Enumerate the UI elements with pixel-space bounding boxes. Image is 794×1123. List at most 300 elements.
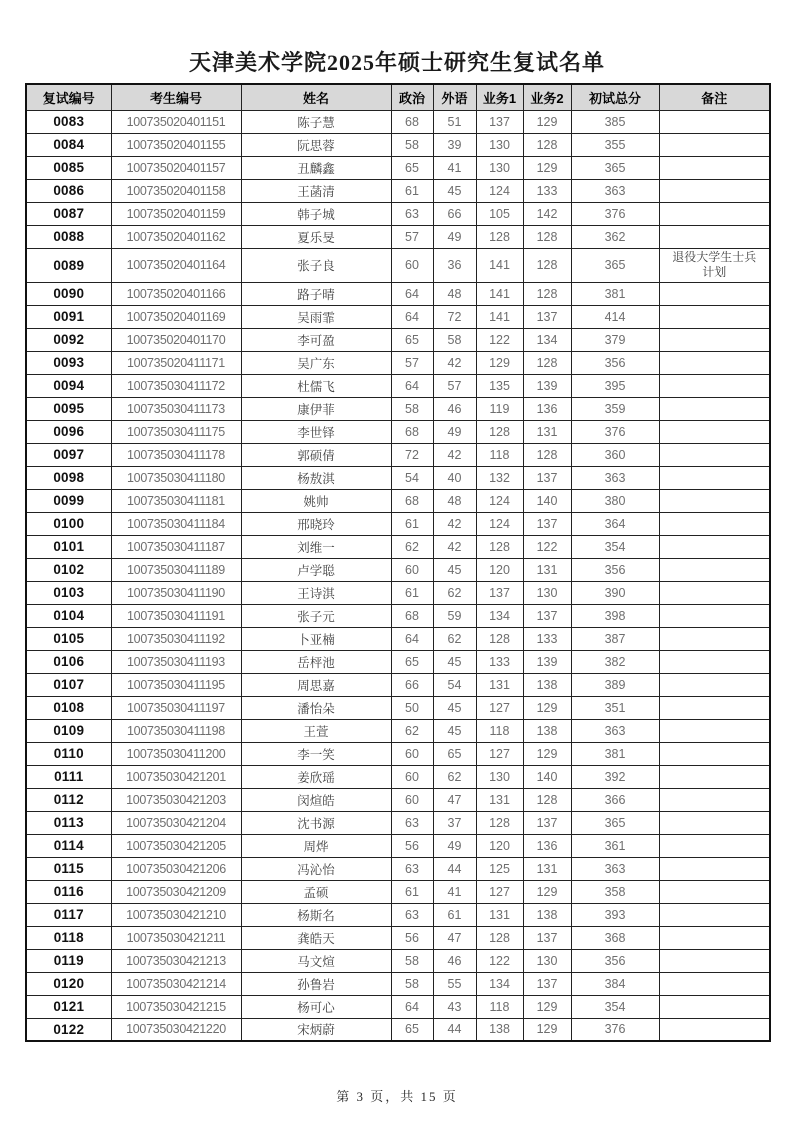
major2-score-cell: 131 xyxy=(523,420,571,443)
major1-score-cell: 128 xyxy=(476,535,523,558)
name-cell: 周思嘉 xyxy=(241,673,391,696)
major2-score-cell: 129 xyxy=(523,880,571,903)
candidate-id-cell: 100735030411172 xyxy=(111,374,241,397)
name-cell: 杜儒飞 xyxy=(241,374,391,397)
table-row xyxy=(26,558,770,581)
major1-score-cell: 130 xyxy=(476,133,523,156)
retest-id-cell: 0102 xyxy=(26,558,111,581)
politics-score-cell: 63 xyxy=(391,202,433,225)
remark-cell xyxy=(659,903,770,926)
major1-score-cell: 129 xyxy=(476,351,523,374)
retest-id-cell: 0097 xyxy=(26,443,111,466)
column-header-candidate-id: 考生编号 xyxy=(111,84,241,110)
remark-cell xyxy=(659,558,770,581)
major2-score-cell: 142 xyxy=(523,202,571,225)
politics-score-cell: 60 xyxy=(391,788,433,811)
candidate-id-cell: 100735030411175 xyxy=(111,420,241,443)
name-cell: 吴雨霏 xyxy=(241,305,391,328)
politics-score-cell: 57 xyxy=(391,351,433,374)
foreign-lang-score-cell: 48 xyxy=(433,489,476,512)
foreign-lang-score-cell: 54 xyxy=(433,673,476,696)
column-header-retest-id: 复试编号 xyxy=(26,84,111,110)
major1-score-cell: 131 xyxy=(476,903,523,926)
total-score-cell: 385 xyxy=(571,110,659,133)
foreign-lang-score-cell: 42 xyxy=(433,351,476,374)
table-row xyxy=(26,282,770,305)
table-row xyxy=(26,351,770,374)
name-cell: 邢晓玲 xyxy=(241,512,391,535)
remark-cell xyxy=(659,972,770,995)
politics-score-cell: 61 xyxy=(391,581,433,604)
total-score-cell: 366 xyxy=(571,788,659,811)
retest-id-cell: 0113 xyxy=(26,811,111,834)
table-body xyxy=(26,110,770,1041)
page-number: 第 3 页，共 15 页 xyxy=(336,1089,458,1104)
retest-id-cell: 0122 xyxy=(26,1018,111,1041)
name-cell: 张子良 xyxy=(241,248,391,282)
name-cell: 杨可心 xyxy=(241,995,391,1018)
politics-score-cell: 50 xyxy=(391,696,433,719)
retest-id-cell: 0087 xyxy=(26,202,111,225)
remark-cell xyxy=(659,581,770,604)
name-cell: 孟硕 xyxy=(241,880,391,903)
major1-score-cell: 135 xyxy=(476,374,523,397)
major1-score-cell: 128 xyxy=(476,811,523,834)
politics-score-cell: 68 xyxy=(391,489,433,512)
major2-score-cell: 136 xyxy=(523,834,571,857)
major1-score-cell: 141 xyxy=(476,305,523,328)
major2-score-cell: 140 xyxy=(523,489,571,512)
remark-cell xyxy=(659,604,770,627)
name-cell: 孙鲁岩 xyxy=(241,972,391,995)
candidate-id-cell: 100735020401151 xyxy=(111,110,241,133)
retest-id-cell: 0119 xyxy=(26,949,111,972)
total-score-cell: 363 xyxy=(571,719,659,742)
foreign-lang-score-cell: 36 xyxy=(433,248,476,282)
candidate-id-cell: 100735030411184 xyxy=(111,512,241,535)
table-row xyxy=(26,110,770,133)
foreign-lang-score-cell: 61 xyxy=(433,903,476,926)
table-row xyxy=(26,133,770,156)
foreign-lang-score-cell: 62 xyxy=(433,581,476,604)
major1-score-cell: 118 xyxy=(476,995,523,1018)
candidate-id-cell: 100735030421209 xyxy=(111,880,241,903)
candidate-id-cell: 100735020411171 xyxy=(111,351,241,374)
major1-score-cell: 127 xyxy=(476,880,523,903)
retest-id-cell: 0096 xyxy=(26,420,111,443)
candidate-id-cell: 100735030421214 xyxy=(111,972,241,995)
total-score-cell: 363 xyxy=(571,857,659,880)
politics-score-cell: 58 xyxy=(391,397,433,420)
politics-score-cell: 64 xyxy=(391,282,433,305)
major1-score-cell: 132 xyxy=(476,466,523,489)
remark-cell xyxy=(659,857,770,880)
remark-cell xyxy=(659,420,770,443)
retest-id-cell: 0111 xyxy=(26,765,111,788)
table-row xyxy=(26,811,770,834)
name-cell: 周烨 xyxy=(241,834,391,857)
foreign-lang-score-cell: 45 xyxy=(433,719,476,742)
major1-score-cell: 119 xyxy=(476,397,523,420)
candidate-id-cell: 100735030411191 xyxy=(111,604,241,627)
name-cell: 岳枰池 xyxy=(241,650,391,673)
retest-id-cell: 0094 xyxy=(26,374,111,397)
remark-cell xyxy=(659,788,770,811)
total-score-cell: 398 xyxy=(571,604,659,627)
foreign-lang-score-cell: 37 xyxy=(433,811,476,834)
candidate-id-cell: 100735030421203 xyxy=(111,788,241,811)
remark-cell xyxy=(659,443,770,466)
major1-score-cell: 137 xyxy=(476,110,523,133)
table-row xyxy=(26,857,770,880)
foreign-lang-score-cell: 42 xyxy=(433,512,476,535)
remark-cell xyxy=(659,742,770,765)
foreign-lang-score-cell: 42 xyxy=(433,535,476,558)
major1-score-cell: 122 xyxy=(476,949,523,972)
total-score-cell: 368 xyxy=(571,926,659,949)
total-score-cell: 381 xyxy=(571,282,659,305)
foreign-lang-score-cell: 45 xyxy=(433,179,476,202)
candidate-id-cell: 100735020401157 xyxy=(111,156,241,179)
major2-score-cell: 133 xyxy=(523,627,571,650)
name-cell: 夏乐旻 xyxy=(241,225,391,248)
table-row xyxy=(26,627,770,650)
foreign-lang-score-cell: 46 xyxy=(433,397,476,420)
remark-cell xyxy=(659,1018,770,1041)
candidate-id-cell: 100735020401164 xyxy=(111,248,241,282)
name-cell: 路子晴 xyxy=(241,282,391,305)
table-row xyxy=(26,765,770,788)
foreign-lang-score-cell: 47 xyxy=(433,788,476,811)
major2-score-cell: 129 xyxy=(523,156,571,179)
roster-table xyxy=(25,83,771,1042)
retest-id-cell: 0084 xyxy=(26,133,111,156)
table-row xyxy=(26,949,770,972)
remark-cell xyxy=(659,225,770,248)
major2-score-cell: 134 xyxy=(523,328,571,351)
retest-id-cell: 0086 xyxy=(26,179,111,202)
foreign-lang-score-cell: 62 xyxy=(433,765,476,788)
politics-score-cell: 58 xyxy=(391,949,433,972)
total-score-cell: 351 xyxy=(571,696,659,719)
major1-score-cell: 134 xyxy=(476,972,523,995)
foreign-lang-score-cell: 55 xyxy=(433,972,476,995)
major2-score-cell: 136 xyxy=(523,397,571,420)
total-score-cell: 363 xyxy=(571,466,659,489)
candidate-id-cell: 100735030411173 xyxy=(111,397,241,420)
candidate-id-cell: 100735030411193 xyxy=(111,650,241,673)
table-row xyxy=(26,926,770,949)
retest-id-cell: 0103 xyxy=(26,581,111,604)
total-score-cell: 361 xyxy=(571,834,659,857)
column-header-remark: 备注 xyxy=(659,84,770,110)
total-score-cell: 356 xyxy=(571,949,659,972)
table-row xyxy=(26,248,770,282)
major1-score-cell: 128 xyxy=(476,926,523,949)
name-cell: 王萱 xyxy=(241,719,391,742)
table-row xyxy=(26,696,770,719)
retest-id-cell: 0104 xyxy=(26,604,111,627)
total-score-cell: 358 xyxy=(571,880,659,903)
candidate-id-cell: 100735030421220 xyxy=(111,1018,241,1041)
table-row xyxy=(26,374,770,397)
remark-cell xyxy=(659,202,770,225)
candidate-id-cell: 100735030421206 xyxy=(111,857,241,880)
foreign-lang-score-cell: 44 xyxy=(433,857,476,880)
candidate-id-cell: 100735030421210 xyxy=(111,903,241,926)
remark-cell xyxy=(659,880,770,903)
name-cell: 李可盈 xyxy=(241,328,391,351)
foreign-lang-score-cell: 48 xyxy=(433,282,476,305)
retest-id-cell: 0110 xyxy=(26,742,111,765)
retest-id-cell: 0115 xyxy=(26,857,111,880)
major2-score-cell: 137 xyxy=(523,926,571,949)
total-score-cell: 356 xyxy=(571,351,659,374)
candidate-id-cell: 100735030411178 xyxy=(111,443,241,466)
politics-score-cell: 66 xyxy=(391,673,433,696)
candidate-id-cell: 100735030421211 xyxy=(111,926,241,949)
major1-score-cell: 131 xyxy=(476,788,523,811)
foreign-lang-score-cell: 51 xyxy=(433,110,476,133)
name-cell: 卢学聪 xyxy=(241,558,391,581)
total-score-cell: 414 xyxy=(571,305,659,328)
name-cell: 吴广东 xyxy=(241,351,391,374)
candidate-id-cell: 100735030411192 xyxy=(111,627,241,650)
name-cell: 杨敖淇 xyxy=(241,466,391,489)
retest-id-cell: 0090 xyxy=(26,282,111,305)
candidate-id-cell: 100735030411187 xyxy=(111,535,241,558)
major2-score-cell: 129 xyxy=(523,742,571,765)
total-score-cell: 376 xyxy=(571,202,659,225)
major2-score-cell: 128 xyxy=(523,788,571,811)
politics-score-cell: 64 xyxy=(391,627,433,650)
total-score-cell: 393 xyxy=(571,903,659,926)
politics-score-cell: 60 xyxy=(391,248,433,282)
total-score-cell: 376 xyxy=(571,1018,659,1041)
major1-score-cell: 120 xyxy=(476,558,523,581)
major2-score-cell: 129 xyxy=(523,110,571,133)
candidate-id-cell: 100735020401166 xyxy=(111,282,241,305)
major1-score-cell: 141 xyxy=(476,248,523,282)
major1-score-cell: 118 xyxy=(476,719,523,742)
foreign-lang-score-cell: 41 xyxy=(433,156,476,179)
candidate-id-cell: 100735030421201 xyxy=(111,765,241,788)
table-row xyxy=(26,535,770,558)
remark-cell xyxy=(659,834,770,857)
retest-id-cell: 0118 xyxy=(26,926,111,949)
remark-cell xyxy=(659,351,770,374)
major1-score-cell: 122 xyxy=(476,328,523,351)
politics-score-cell: 65 xyxy=(391,1018,433,1041)
table-row xyxy=(26,512,770,535)
retest-id-cell: 0112 xyxy=(26,788,111,811)
name-cell: 郭硕倩 xyxy=(241,443,391,466)
total-score-cell: 389 xyxy=(571,673,659,696)
table-row xyxy=(26,995,770,1018)
major2-score-cell: 138 xyxy=(523,719,571,742)
table-row xyxy=(26,581,770,604)
name-cell: 姚帅 xyxy=(241,489,391,512)
major2-score-cell: 128 xyxy=(523,351,571,374)
table-row xyxy=(26,650,770,673)
name-cell: 阮思蓉 xyxy=(241,133,391,156)
remark-cell xyxy=(659,179,770,202)
politics-score-cell: 61 xyxy=(391,512,433,535)
major2-score-cell: 129 xyxy=(523,995,571,1018)
name-cell: 李世铎 xyxy=(241,420,391,443)
major1-score-cell: 127 xyxy=(476,696,523,719)
major2-score-cell: 122 xyxy=(523,535,571,558)
column-header-foreign-lang: 外语 xyxy=(433,84,476,110)
candidate-id-cell: 100735030421215 xyxy=(111,995,241,1018)
total-score-cell: 364 xyxy=(571,512,659,535)
column-header-politics: 政治 xyxy=(391,84,433,110)
major1-score-cell: 133 xyxy=(476,650,523,673)
politics-score-cell: 65 xyxy=(391,650,433,673)
major2-score-cell: 138 xyxy=(523,673,571,696)
politics-score-cell: 56 xyxy=(391,926,433,949)
candidate-id-cell: 100735030411180 xyxy=(111,466,241,489)
politics-score-cell: 65 xyxy=(391,328,433,351)
candidate-id-cell: 100735030421213 xyxy=(111,949,241,972)
candidate-id-cell: 100735030411197 xyxy=(111,696,241,719)
major1-score-cell: 128 xyxy=(476,420,523,443)
table-row xyxy=(26,834,770,857)
total-score-cell: 382 xyxy=(571,650,659,673)
candidate-id-cell: 100735030421204 xyxy=(111,811,241,834)
major1-score-cell: 105 xyxy=(476,202,523,225)
name-cell: 沈书源 xyxy=(241,811,391,834)
total-score-cell: 365 xyxy=(571,156,659,179)
politics-score-cell: 68 xyxy=(391,604,433,627)
remark-cell xyxy=(659,397,770,420)
foreign-lang-score-cell: 66 xyxy=(433,202,476,225)
major1-score-cell: 127 xyxy=(476,742,523,765)
total-score-cell: 380 xyxy=(571,489,659,512)
politics-score-cell: 64 xyxy=(391,995,433,1018)
remark-cell xyxy=(659,926,770,949)
politics-score-cell: 58 xyxy=(391,133,433,156)
retest-id-cell: 0091 xyxy=(26,305,111,328)
foreign-lang-score-cell: 40 xyxy=(433,466,476,489)
remark-cell xyxy=(659,995,770,1018)
name-cell: 丑麟鑫 xyxy=(241,156,391,179)
remark-cell xyxy=(659,374,770,397)
candidate-id-cell: 100735020401169 xyxy=(111,305,241,328)
foreign-lang-score-cell: 42 xyxy=(433,443,476,466)
politics-score-cell: 64 xyxy=(391,374,433,397)
retest-id-cell: 0092 xyxy=(26,328,111,351)
retest-id-cell: 0117 xyxy=(26,903,111,926)
table-row xyxy=(26,179,770,202)
candidate-id-cell: 100735030411190 xyxy=(111,581,241,604)
major1-score-cell: 130 xyxy=(476,156,523,179)
remark-cell: 退役大学生士兵计划 xyxy=(659,248,770,282)
foreign-lang-score-cell: 45 xyxy=(433,650,476,673)
name-cell: 闵煊皓 xyxy=(241,788,391,811)
table-row xyxy=(26,673,770,696)
foreign-lang-score-cell: 45 xyxy=(433,696,476,719)
retest-id-cell: 0106 xyxy=(26,650,111,673)
major2-score-cell: 128 xyxy=(523,282,571,305)
major1-score-cell: 124 xyxy=(476,512,523,535)
major1-score-cell: 128 xyxy=(476,627,523,650)
name-cell: 王菡清 xyxy=(241,179,391,202)
major1-score-cell: 120 xyxy=(476,834,523,857)
major1-score-cell: 137 xyxy=(476,581,523,604)
foreign-lang-score-cell: 65 xyxy=(433,742,476,765)
major2-score-cell: 137 xyxy=(523,512,571,535)
name-cell: 康伊菲 xyxy=(241,397,391,420)
major2-score-cell: 140 xyxy=(523,765,571,788)
politics-score-cell: 60 xyxy=(391,558,433,581)
retest-id-cell: 0100 xyxy=(26,512,111,535)
remark-cell xyxy=(659,765,770,788)
total-score-cell: 360 xyxy=(571,443,659,466)
table-row xyxy=(26,202,770,225)
name-cell: 杨斯名 xyxy=(241,903,391,926)
major2-score-cell: 131 xyxy=(523,558,571,581)
major1-score-cell: 118 xyxy=(476,443,523,466)
major1-score-cell: 141 xyxy=(476,282,523,305)
major2-score-cell: 129 xyxy=(523,1018,571,1041)
table-row xyxy=(26,742,770,765)
foreign-lang-score-cell: 41 xyxy=(433,880,476,903)
remark-cell xyxy=(659,673,770,696)
retest-id-cell: 0093 xyxy=(26,351,111,374)
total-score-cell: 365 xyxy=(571,811,659,834)
remark-cell xyxy=(659,110,770,133)
table-row xyxy=(26,719,770,742)
politics-score-cell: 58 xyxy=(391,972,433,995)
politics-score-cell: 64 xyxy=(391,305,433,328)
name-cell: 马文煊 xyxy=(241,949,391,972)
retest-id-cell: 0088 xyxy=(26,225,111,248)
name-cell: 刘维一 xyxy=(241,535,391,558)
table-row xyxy=(26,225,770,248)
politics-score-cell: 65 xyxy=(391,156,433,179)
name-cell: 卜亚楠 xyxy=(241,627,391,650)
retest-id-cell: 0085 xyxy=(26,156,111,179)
total-score-cell: 379 xyxy=(571,328,659,351)
major2-score-cell: 138 xyxy=(523,903,571,926)
major2-score-cell: 139 xyxy=(523,374,571,397)
politics-score-cell: 63 xyxy=(391,903,433,926)
foreign-lang-score-cell: 62 xyxy=(433,627,476,650)
retest-id-cell: 0121 xyxy=(26,995,111,1018)
foreign-lang-score-cell: 44 xyxy=(433,1018,476,1041)
remark-cell xyxy=(659,328,770,351)
page-title: 天津美术学院2025年硕士研究生复试名单 xyxy=(188,50,605,75)
candidate-id-cell: 100735030411181 xyxy=(111,489,241,512)
total-score-cell: 365 xyxy=(571,248,659,282)
total-score-cell: 355 xyxy=(571,133,659,156)
retest-id-cell: 0105 xyxy=(26,627,111,650)
total-score-cell: 356 xyxy=(571,558,659,581)
remark-cell xyxy=(659,156,770,179)
name-cell: 龚皓天 xyxy=(241,926,391,949)
total-score-cell: 390 xyxy=(571,581,659,604)
politics-score-cell: 62 xyxy=(391,719,433,742)
retest-id-cell: 0108 xyxy=(26,696,111,719)
retest-id-cell: 0107 xyxy=(26,673,111,696)
foreign-lang-score-cell: 47 xyxy=(433,926,476,949)
foreign-lang-score-cell: 46 xyxy=(433,949,476,972)
table-row xyxy=(26,972,770,995)
remark-cell xyxy=(659,489,770,512)
total-score-cell: 362 xyxy=(571,225,659,248)
foreign-lang-score-cell: 43 xyxy=(433,995,476,1018)
